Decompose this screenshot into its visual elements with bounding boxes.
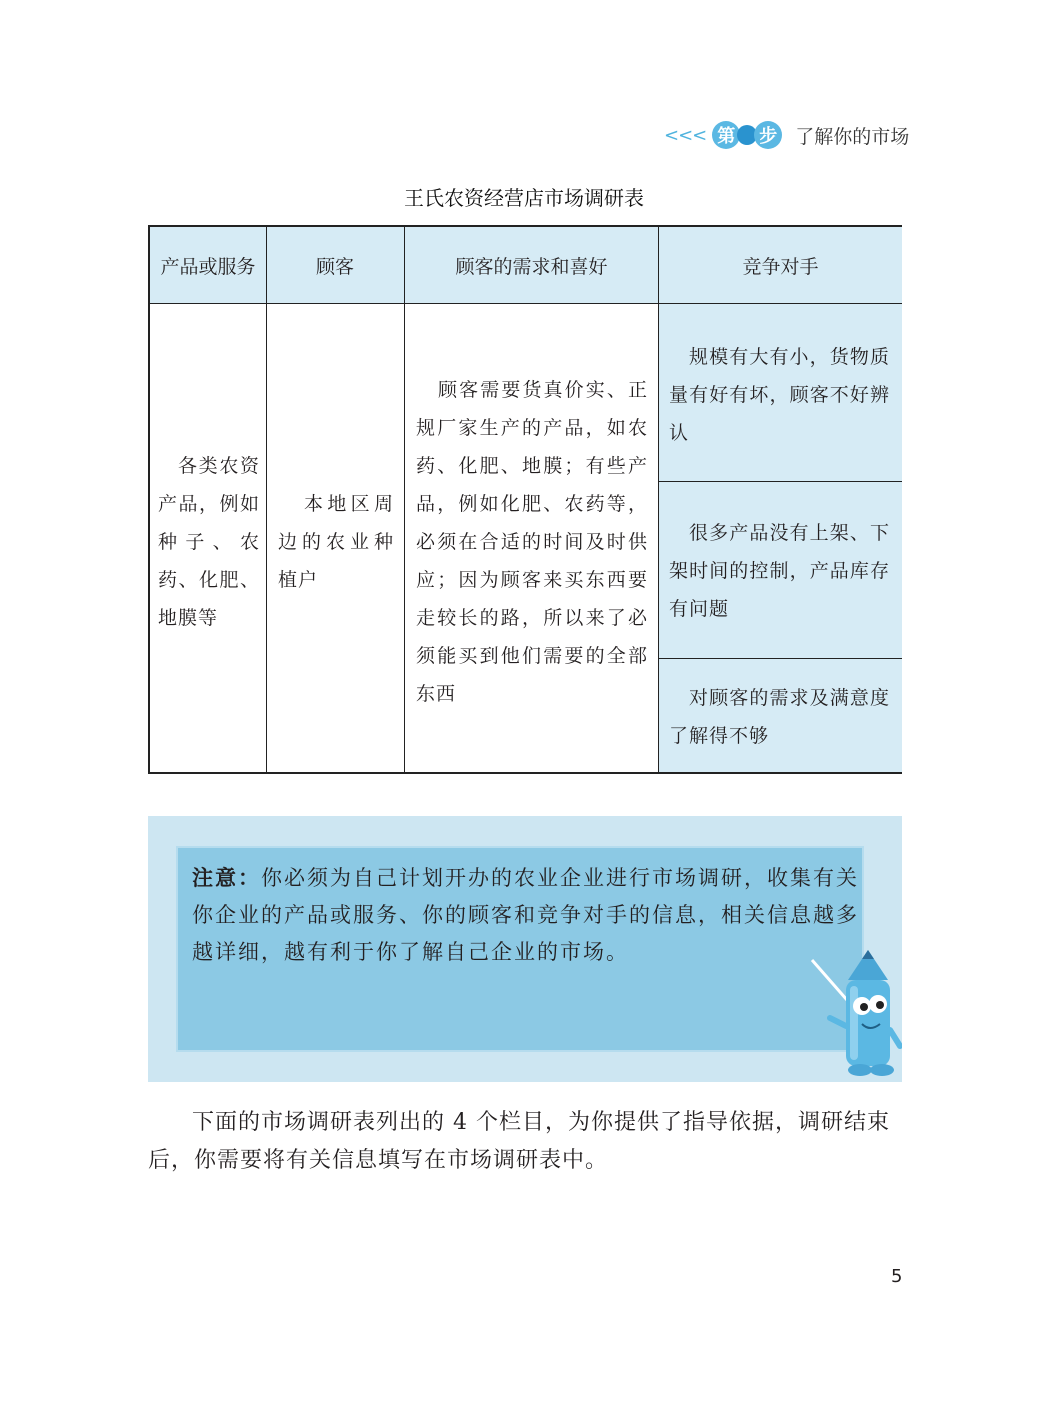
note-text [192,860,862,971]
competitor-text: 很多产品没有上架、下架时间的控制，产品库存有问题 [669,522,890,620]
column-divider [404,227,405,772]
competitor-cell-2 [659,482,902,658]
step-badge-first: 第 [712,121,740,149]
page-number: 5 [891,1266,903,1287]
chevrons-icon: <<< [664,124,707,146]
competitor-text: 对顾客的需求及满意度了解得不够 [669,687,890,747]
pencil-mascot-icon [810,946,902,1082]
note-label: 注意： [192,866,261,890]
product-cell: 各类农资产品，例如种子、农药、化肥、地膜等 [158,455,260,629]
column-header-product: 产品或服务 [150,227,266,304]
column-header-needs: 顾客的需求和喜好 [404,227,659,304]
needs-cell: 顾客需要货真价实、正规厂家生产的产品，如农药、化肥、地膜；有些产品，例如化肥、农药等，必须在合适的时间及时供应；因为顾客来买东西要走较长的路，所以来了必须能买到他们需要的全部东西 [416,379,648,705]
competitor-text: 规模有大有小，货物质量有好有坏，顾客不好辨认 [669,346,890,444]
chapter-header [664,118,909,152]
note-body: 你必须为自己计划开办的农业企业进行市场调研，收集有关你企业的产品或服务、你的顾客和竞争对手的信息，相关信息越多越详细，越有利于你了解自己企业的市场。 [192,866,859,964]
chapter-title: 了解你的市场 [795,125,910,148]
note-board [148,816,902,1082]
column-divider [266,227,267,772]
column-header-competitors: 竞争对手 [659,227,902,304]
customer-cell: 本地区周边的农业种植户 [278,493,394,591]
table-title: 王氏农资经营店市场调研表 [404,186,644,210]
step-badge-last: 步 [754,121,782,149]
competitor-cell-3 [659,659,902,772]
market-survey-table [148,225,902,774]
instruction-paragraph: 下面的市场调研表列出的 4 个栏目，为你提供了指导依据，调研结束后，你需要将有关信息填写在市场调研表中。 [148,1110,890,1173]
column-header-customer: 顾客 [266,227,404,304]
competitor-cell-1 [659,304,902,481]
